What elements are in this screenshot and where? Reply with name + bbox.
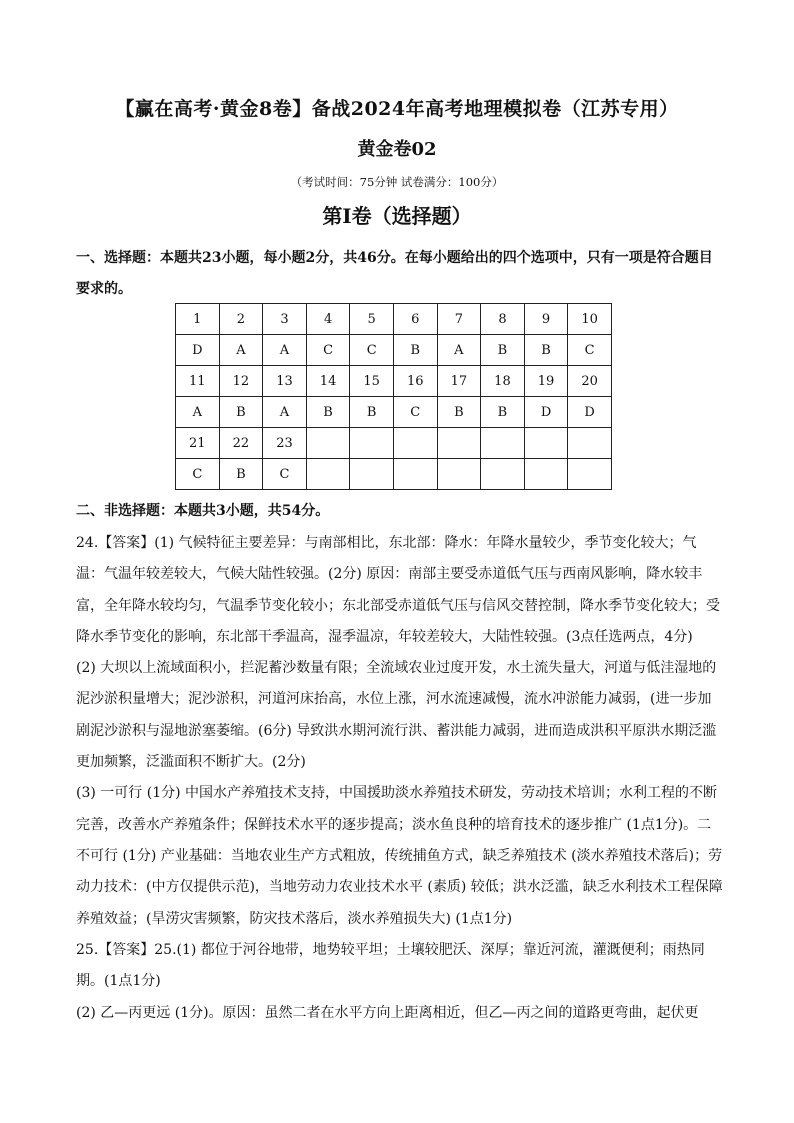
- answer-cell: B: [219, 459, 263, 490]
- answer-cell: C: [176, 459, 220, 490]
- question-number-cell: 21: [176, 428, 220, 459]
- answer-cell: B: [219, 397, 263, 428]
- q24-part2: (2) 大坝以上流域面积小，拦泥蓄沙数量有限；全流域农业过度开发，水土流失量大，河道与低洼湿地的泥沙淤积量增大；泥沙淤积，河道河床抬高，水位上涨，河水流速减慢，流水冲淤能力减弱，(进一步加剧泥沙淤积与湿地淤塞萎缩。(6分) 导致洪水期河流行洪、蓄洪能力减弱，进而造成洪积平原洪水期泛滥更加频繁，泛滥面积不断扩大。(2分): [76, 660, 717, 771]
- question-number-cell: 17: [437, 366, 481, 397]
- question-number-cell: 7: [437, 304, 481, 335]
- answer-cell: [568, 459, 612, 490]
- answer-cell: B: [350, 397, 394, 428]
- question-number-cell: 10: [568, 304, 612, 335]
- multiple-choice-heading: 一、选择题：本题共23小题，每小题2分，共46分。在每小题给出的四个选项中，只有一项是符合题目要求的。: [76, 250, 713, 297]
- answer-cell: A: [263, 335, 307, 366]
- question-number-cell: 6: [393, 304, 437, 335]
- answer-cell: C: [306, 335, 350, 366]
- q25-part1: 25.【答案】25.(1) 都位于河谷地带，地势较平坦；土壤较肥沃、深厚；靠近河流，灌溉便利；雨热同期。(1点1分): [76, 942, 705, 990]
- answer-cell: B: [393, 335, 437, 366]
- section-title: 第Ⅰ卷（选择题）: [322, 204, 472, 228]
- question-number-cell: 20: [568, 366, 612, 397]
- answer-cell: A: [219, 335, 263, 366]
- exam-info: （考试时间：75分钟 试卷满分：100分）: [290, 175, 504, 189]
- answer-cell: B: [524, 335, 568, 366]
- answer-cell: A: [437, 335, 481, 366]
- question-25-answer: [76, 935, 724, 1029]
- answer-row: [176, 335, 612, 366]
- question-number-cell: 3: [263, 304, 307, 335]
- question-number-cell: 9: [524, 304, 568, 335]
- question-number-cell: 11: [176, 366, 220, 397]
- answer-cell: B: [437, 397, 481, 428]
- q25-part2: (2) 乙—丙更远 (1分)。原因：虽然二者在水平方向上距离相近，但乙—丙之间的道路更弯曲，起伏更: [76, 1004, 699, 1021]
- question-number-cell: [350, 428, 394, 459]
- non-choice-heading: 二、非选择题：本题共3小题，共54分。: [76, 503, 330, 519]
- question-number-row: [176, 304, 612, 335]
- answer-cell: D: [524, 397, 568, 428]
- answer-cell: [393, 459, 437, 490]
- answer-cell: B: [481, 397, 525, 428]
- question-number-row: [176, 428, 612, 459]
- answer-cell: C: [393, 397, 437, 428]
- question-number-cell: [437, 428, 481, 459]
- question-number-cell: 5: [350, 304, 394, 335]
- question-number-cell: 18: [481, 366, 525, 397]
- answer-row: [176, 459, 612, 490]
- question-number-cell: [306, 428, 350, 459]
- question-number-cell: 23: [263, 428, 307, 459]
- paper-subtitle: 黄金卷02: [357, 139, 437, 160]
- answer-cell: [306, 459, 350, 490]
- answer-key-table: [175, 303, 612, 490]
- answer-cell: [437, 459, 481, 490]
- question-number-cell: [568, 428, 612, 459]
- question-number-cell: 22: [219, 428, 263, 459]
- answer-cell: [350, 459, 394, 490]
- question-number-cell: 8: [481, 304, 525, 335]
- question-number-cell: 16: [393, 366, 437, 397]
- question-number-row: [176, 366, 612, 397]
- question-number-cell: [524, 428, 568, 459]
- document-title: 【赢在高考·黄金8卷】备战2024年高考地理模拟卷（江苏专用）: [115, 98, 679, 120]
- question-number-cell: 14: [306, 366, 350, 397]
- answer-cell: C: [568, 335, 612, 366]
- answer-cell: A: [263, 397, 307, 428]
- answer-cell: B: [481, 335, 525, 366]
- question-number-cell: 13: [263, 366, 307, 397]
- question-number-cell: 19: [524, 366, 568, 397]
- answer-cell: [524, 459, 568, 490]
- question-number-cell: 2: [219, 304, 263, 335]
- answer-cell: D: [176, 335, 220, 366]
- answer-row: [176, 397, 612, 428]
- question-number-cell: 1: [176, 304, 220, 335]
- q24-part3: (3) 一可行 (1分) 中国水产养殖技术支持，中国援助淡水养殖技术研发，劳动技术培训；水利工程的不断完善，改善水产养殖条件；保鲜技术水平的逐步提高；淡水鱼良种的培育技术的逐步推广 (1点1分)。二不可行 (1分) 产业基础：当地农业生产方式粗放，传统捕鱼方式，缺乏养殖技术 (淡水养殖技术落后)；劳动力技术：(中方仅提供示范)，当地劳动力农业技术水平 (素质) 较低；洪水泛滥，缺乏水利技术工程保障养殖效益；(旱涝灾害频繁，防灾技术落后，淡水养殖损失大) (1点1分): [76, 785, 723, 927]
- answer-cell: C: [350, 335, 394, 366]
- q24-part1: 24.【答案】(1) 气候特征主要差异：与南部相比，东北部：降水：年降水量较少，季节变化较大；气温：气温年较差较大，气候大陆性较强。(2分) 原因：南部主要受赤道低气压与西南风影响，降水较丰富，全年降水较均匀，气温季节变化较小；东北部受赤道低气压与信风交替控制，降水季节变化较大；受降水季节变化的影响，东北部干季温高，湿季温凉，年较差较大，大陆性较强。(3点任选两点，4分): [76, 535, 720, 645]
- answer-cell: C: [263, 459, 307, 490]
- answer-cell: B: [306, 397, 350, 428]
- answer-cell: A: [176, 397, 220, 428]
- question-number-cell: [481, 428, 525, 459]
- question-number-cell: [393, 428, 437, 459]
- question-24-answer: [76, 528, 724, 935]
- answer-cell: D: [568, 397, 612, 428]
- question-number-cell: 12: [219, 366, 263, 397]
- question-number-cell: 15: [350, 366, 394, 397]
- question-number-cell: 4: [306, 304, 350, 335]
- answer-cell: [481, 459, 525, 490]
